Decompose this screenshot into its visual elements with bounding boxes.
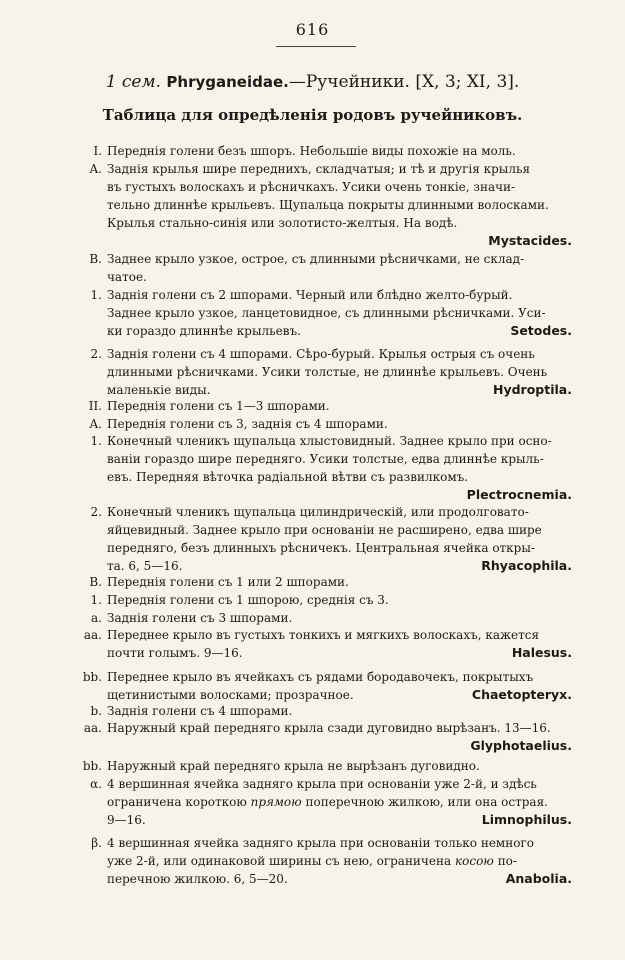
entry-line: по- xyxy=(497,854,517,869)
entry-line: Заднее крыло узкое, ланцетовидное, съ длинными рѣсничками. Уси- xyxy=(107,306,546,321)
entry-line: Наружный край передняго крыла сзади дуговидно вырѣзанъ. 13—16. xyxy=(107,721,551,735)
emphasis-word: косою xyxy=(454,854,494,869)
entry-line: ограничена короткою xyxy=(107,795,247,810)
entry-line: Переднія голени съ 3, заднія съ 4 шпорами. xyxy=(107,417,388,431)
key-entry xyxy=(78,397,572,415)
entry-line: Наружный край передняго крыла не вырѣзанъ дуговидно. xyxy=(107,759,480,773)
family-rest: —Ручейники. [X, 3; XI, 3]. xyxy=(288,72,520,92)
genus-name: Anabolia. xyxy=(505,871,572,887)
entry-line: евъ. Передняя вѣточка радіальной вѣтви съ развилкомъ. xyxy=(107,470,469,485)
table-title: Таблица для опредѣленія родовъ ручейниковъ. xyxy=(102,106,523,124)
genus-name: Halesus. xyxy=(511,645,572,661)
page-number: 616 xyxy=(295,20,330,39)
entry-mark: B. xyxy=(89,252,102,266)
genus-name: Plectrocnemia. xyxy=(466,487,572,503)
entry-mark: A. xyxy=(89,417,102,431)
entry-line: Переднее крыло въ ячейкахъ съ рядами бородавочекъ, покрытыхъ xyxy=(107,670,534,684)
key-entry xyxy=(78,591,572,609)
genus-name: Hydroptila. xyxy=(493,382,572,398)
entry-line: 4 вершинная ячейка задняго крыла при основаніи только немного xyxy=(107,836,535,850)
entry-line: Переднія голени съ 1—3 шпорами. xyxy=(107,399,330,413)
entry-line: почти голымъ. 9—16. xyxy=(107,646,243,661)
entry-mark: 1. xyxy=(90,288,102,302)
entry-line: Заднія голени съ 4 шпорами. Сѣро-бурый. Крылья острыя съ очень xyxy=(107,347,535,361)
entry-line: передняго, безъ длинныхъ рѣсничекъ. Центральная ячейка откры- xyxy=(107,541,535,556)
key-entry xyxy=(78,432,572,504)
genus-name: Rhyacophila. xyxy=(481,558,572,574)
family-name: Phryganeidae. xyxy=(166,73,289,91)
entry-mark: bb. xyxy=(82,759,102,773)
entry-mark: 2. xyxy=(90,347,102,361)
entry-mark: II. xyxy=(88,399,102,413)
key-entry xyxy=(78,286,572,340)
entry-line: Конечный членикъ щупальца цилиндрическій, или продолговато- xyxy=(107,505,529,519)
key-entry xyxy=(78,160,572,250)
entry-line: Переднее крыло въ густыхъ тонкихъ и мягкихъ волоскахъ, кажется xyxy=(107,628,540,642)
entry-line: Заднія голени съ 4 шпорами. xyxy=(107,704,293,718)
key-entry xyxy=(78,757,572,775)
entry-mark: b. xyxy=(90,704,102,718)
key-entry xyxy=(78,573,572,591)
entry-mark: 2. xyxy=(90,505,102,519)
entry-line: маленькіе виды. xyxy=(107,383,211,398)
key-entry xyxy=(78,503,572,575)
entry-line: яйцевидный. Заднее крыло при основаніи не расширено, едва шире xyxy=(107,523,542,538)
entry-mark: I. xyxy=(93,144,102,158)
entry-mark: α. xyxy=(90,777,102,791)
entry-mark: 1. xyxy=(90,434,102,448)
page-number-rule xyxy=(276,46,356,47)
entry-line: щетинистыми волосками; прозрачное. xyxy=(107,688,354,703)
entry-line: Заднія голени съ 2 шпорами. Черный или блѣдно желто-бурый. xyxy=(107,288,513,302)
entry-line: 9—16. xyxy=(107,813,146,828)
key-entry xyxy=(78,668,572,704)
entry-line: Переднія голени безъ шпоръ. Небольшіе виды похожіе на моль. xyxy=(107,144,516,158)
entry-mark: aa. xyxy=(83,628,102,642)
genus-name: Glyphotaelius. xyxy=(470,738,572,754)
entry-line: Переднія голени съ 1 или 2 шпорами. xyxy=(107,575,349,589)
key-entry xyxy=(78,250,572,286)
key-entry xyxy=(78,626,572,662)
entry-line: Переднія голени съ 1 шпорою, среднія съ 3. xyxy=(107,593,389,607)
key-entry xyxy=(78,345,572,399)
entry-line: тельно длиннѣе крыльевъ. Щупальца покрыты длинными волосками. xyxy=(107,198,549,213)
entry-line: ваніи гораздо шире передняго. Усики толстые, едва длиннѣе крыль- xyxy=(107,452,544,467)
key-entry xyxy=(78,609,572,627)
entry-line: та. 6, 5—16. xyxy=(107,559,183,574)
entry-line: 4 вершинная ячейка задняго крыла при основаніи уже 2-й, и здѣсь xyxy=(107,777,537,791)
key-entry xyxy=(78,834,572,888)
entry-line: перечною жилкою. 6, 5—20. xyxy=(107,872,288,887)
entry-line: Заднее крыло узкое, острое, съ длинными рѣсничками, не склад- xyxy=(107,252,525,266)
key-entry xyxy=(78,702,572,720)
entry-mark: bb. xyxy=(82,670,102,684)
entry-line: чатое. xyxy=(107,270,147,285)
entry-line: въ густыхъ волоскахъ и рѣсничкахъ. Усики очень тонкіе, значи- xyxy=(107,180,516,195)
genus-name: Chaetopteryx. xyxy=(471,687,572,703)
entry-line: уже 2-й, или одинаковой ширины съ нею, ограничена xyxy=(107,854,452,869)
genus-name: Setodes. xyxy=(510,323,572,339)
key-entry xyxy=(78,719,572,755)
entry-line: длинными рѣсничками. Усики толстые, не длиннѣе крыльевъ. Очень xyxy=(107,365,548,380)
key-entry xyxy=(78,142,572,160)
entry-line: ки гораздо длиннѣе крыльевъ. xyxy=(107,324,301,339)
entry-line: Крылья стально-синія или золотисто-желтыя. На водѣ. xyxy=(107,216,458,231)
entry-line: Заднія голени съ 3 шпорами. xyxy=(107,611,293,625)
entry-mark: 1. xyxy=(90,593,102,607)
entry-mark: a. xyxy=(91,611,102,625)
genus-name: Mystacides. xyxy=(488,233,572,249)
emphasis-word: прямою xyxy=(250,795,302,810)
entry-mark: B. xyxy=(89,575,102,589)
family-heading xyxy=(0,72,625,92)
entry-line: Заднія крылья шире переднихъ, складчатыя; и тѣ и другія крылья xyxy=(107,162,531,176)
entry-mark: β. xyxy=(91,836,102,850)
genus-name: Limnophilus. xyxy=(481,812,572,828)
entry-line: Конечный членикъ щупальца хлыстовидный. Заднее крыло при осно- xyxy=(107,434,552,448)
key-entry xyxy=(78,415,572,433)
entry-mark: aa. xyxy=(83,721,102,735)
entry-line: поперечною жилкою, или она острая. xyxy=(305,795,548,810)
key-entry xyxy=(78,775,572,829)
family-prefix: 1 сем. xyxy=(105,72,161,92)
entry-mark: A. xyxy=(89,162,102,176)
